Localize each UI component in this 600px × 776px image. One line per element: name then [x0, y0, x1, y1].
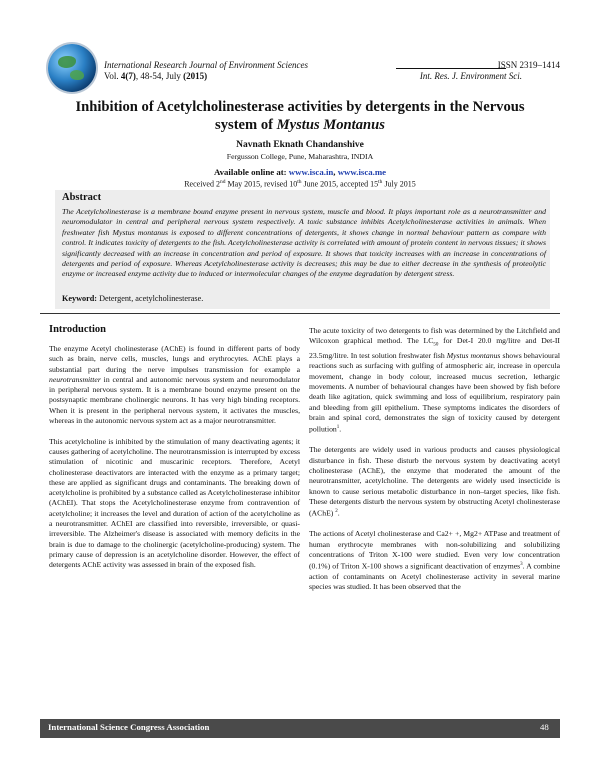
received-sup: nd	[219, 179, 226, 185]
introduction-heading: Introduction	[49, 324, 106, 335]
revised-date: May 2015, revised 10	[225, 179, 298, 189]
vol-prefix: Vol.	[104, 71, 121, 81]
abstract-divider	[40, 313, 560, 314]
journal-globe-logo-icon	[48, 44, 96, 92]
journal-line	[104, 60, 560, 70]
volume-line	[104, 71, 560, 81]
journal-name: International Research Journal of Environment Sciences	[104, 60, 309, 70]
received-date: Received 2	[184, 179, 220, 189]
accepted-rest: July 2015	[382, 179, 416, 189]
title-line2-prefix: system of	[215, 117, 277, 133]
online-label: Available online at:	[213, 167, 289, 177]
year: (2015)	[183, 71, 208, 81]
right-column	[309, 326, 560, 603]
intro-paragraph-3: The acute toxicity of two detergents to fish was determined by the Litchfield and Wilcoxon graphical method. The $LC_{50}$ for Det-I 20.0 mg/litre and Det-II 23.5mg/litre. In test solution freshwater fish Mystus montanus shows behavioural reactions such as surfacing with gulfing of atmospheric air, increase in opercula movement, change in body colour, increased mucus secretion, lethargic movements. A number of behavioural changes have been showed by fish before death like agitation, quick swimming and loss of equilibrium, respiratory pain and bleeding from gill epithelium. These symptoms indicates the disorders of brain and spinal cord, demonstrates the sign of toxicity caused by detergent pollution$^1$.	[309, 326, 561, 434]
intro-paragraph-2: This acetylcholine is inhibited by the stimulation of many deactivating agents; it causes gathering of acetylcholine. The neurotransmission is interrupted by excess stimulation of nicotinic and muscarinic receptors. Therefore, Acetyl cholinesterase deactivators are interacted with the enzyme as a primary target; these are applied as significant drugs and contaminants. The breaking down of acetylcholine is prohibited by a substance called as Acetylcholinesterase inhibitor (AChEI). That stops the Acetylcholinesterase enzyme from contravention of acetylcholine; it increases the level and duration of action of the acetylcholine as a neurotransmitter. AChEI are classified into reversible, irreversible, or quasi-irreversible. The Alzheimer's disease is associated with memory deficits in the brain is due to damage to the cholinergic (acetylcholine-producing) system. The primary cause of depression is an acetylcholine disorder. However, the effect of detergents AChE activity was assessed in brain of the exposed fish.	[49, 436, 300, 570]
abstract-text: The Acetylcholinesterase is a membrane bound enzyme present in nervous system, muscle and blood. It plays important role as a neurotransmitter and neuromodulator in central and peripheral nervous system respectively. A toxic substance inhibits Acetylcholinesterase activities in animals. When freshwater fish Mystus montanus is exposed to different concentrations of detergents, it shows change in normal behaviour pattern as compare with control. It indicates toxicity of detergents to the fish. Acetylcholinesterase activity is correlated with amount of protein content in nervous tissues; it shows significantly decreased with an increase in concentration and period of exposure. It shows that toxicity increases with an increase in concentrations of detergents and period of exposure. Whereas Acetylcholinesterase activity is decreases; this may be due to either decrease in the synthesis of proteolytic enzyme or increased enzyme activity due to induced or intermolecular changes of the enzyme degradation by detergent stress.	[62, 207, 546, 279]
revised-sup: th	[297, 179, 302, 185]
online-sep: ,	[333, 167, 338, 177]
pages-text: , 48-54, July	[135, 71, 184, 81]
keywords	[62, 294, 203, 303]
page-number: 48	[540, 722, 549, 732]
keywords-label: Keyword:	[62, 294, 98, 303]
author-name: Navnath Eknath Chandanshive	[236, 140, 364, 150]
intro-paragraph-1: The enzyme Acetyl cholinesterase (AChE) is found in different parts of body such as brain, nerve cells, muscles, lungs and erythrocytes. AChE plays a substantial part during the nerve impulses transmission for example a neurotransmitter in central and autonomic nervous system and neuromodulator in peripheral nervous system. It is a membrane bound enzyme present on the postsynaptic membrane cholinergic neurons. It has very high binding receptors. When it is present in the peripheral nervous system, it activates the muscles, whereas in the autonomic nervous system act as a major neurotransmitter.	[49, 344, 300, 426]
title-line1: Inhibition of Acetylcholinesterase activities by detergents in the Nervous	[75, 99, 525, 115]
isca-in-link[interactable]: www.isca.in	[288, 167, 334, 177]
journal-short-title: Int. Res. J. Environment Sci.	[419, 71, 522, 81]
accepted-date: June 2015, accepted 15	[301, 179, 379, 189]
author-affiliation: Fergusson College, Pune, Maharashtra, INDIA	[226, 152, 374, 161]
vol-number: 4(7)	[120, 71, 136, 81]
title-species: Mystus Montanus	[276, 117, 385, 133]
abstract-heading: Abstract	[62, 192, 102, 203]
left-column	[49, 344, 300, 581]
keywords-value: Detergent, acetylcholinesterase.	[97, 294, 204, 303]
issn: ISSN 2319–1414	[497, 60, 560, 70]
submission-dates	[0, 179, 600, 189]
online-availability	[0, 167, 600, 177]
isca-me-link[interactable]: www.isca.me	[337, 167, 387, 177]
footer-organization: International Science Congress Association	[48, 722, 210, 732]
header-rule	[396, 68, 506, 69]
paper-title	[40, 98, 560, 134]
intro-paragraph-5: The actions of Acetyl cholinesterase and Ca2+ +, Mg2+ ATPase and treatment of human erythrocyte membranes with non-solubilizing and solubilizing concentrations of Triton X-100 were studied. Even very low concentration (0.1%) of Triton X-100 shows a significant deactivation of enzymes$^3$. A combine action of contaminants on Acetyl cholinesterase activity in several marine species was studied. It has been observed that the	[309, 529, 560, 592]
accepted-sup: th	[378, 179, 383, 185]
intro-paragraph-4: The detergents are widely used in various products and causes physiological disturbance in fish. These disturb the nervous system by deactivating acetyl cholinesterase (AChE), the enzyme that moderated the amount of the neurotransmitter, acetylcholine. The detergents are widely used insecticide is known to cause serious metabolic disturbance in non–target species, like fish. These detergents disturb the nervous system by obstructing Acetyl cholinesterase (AChE) $^2$.	[309, 445, 560, 518]
journal-header	[48, 44, 560, 92]
